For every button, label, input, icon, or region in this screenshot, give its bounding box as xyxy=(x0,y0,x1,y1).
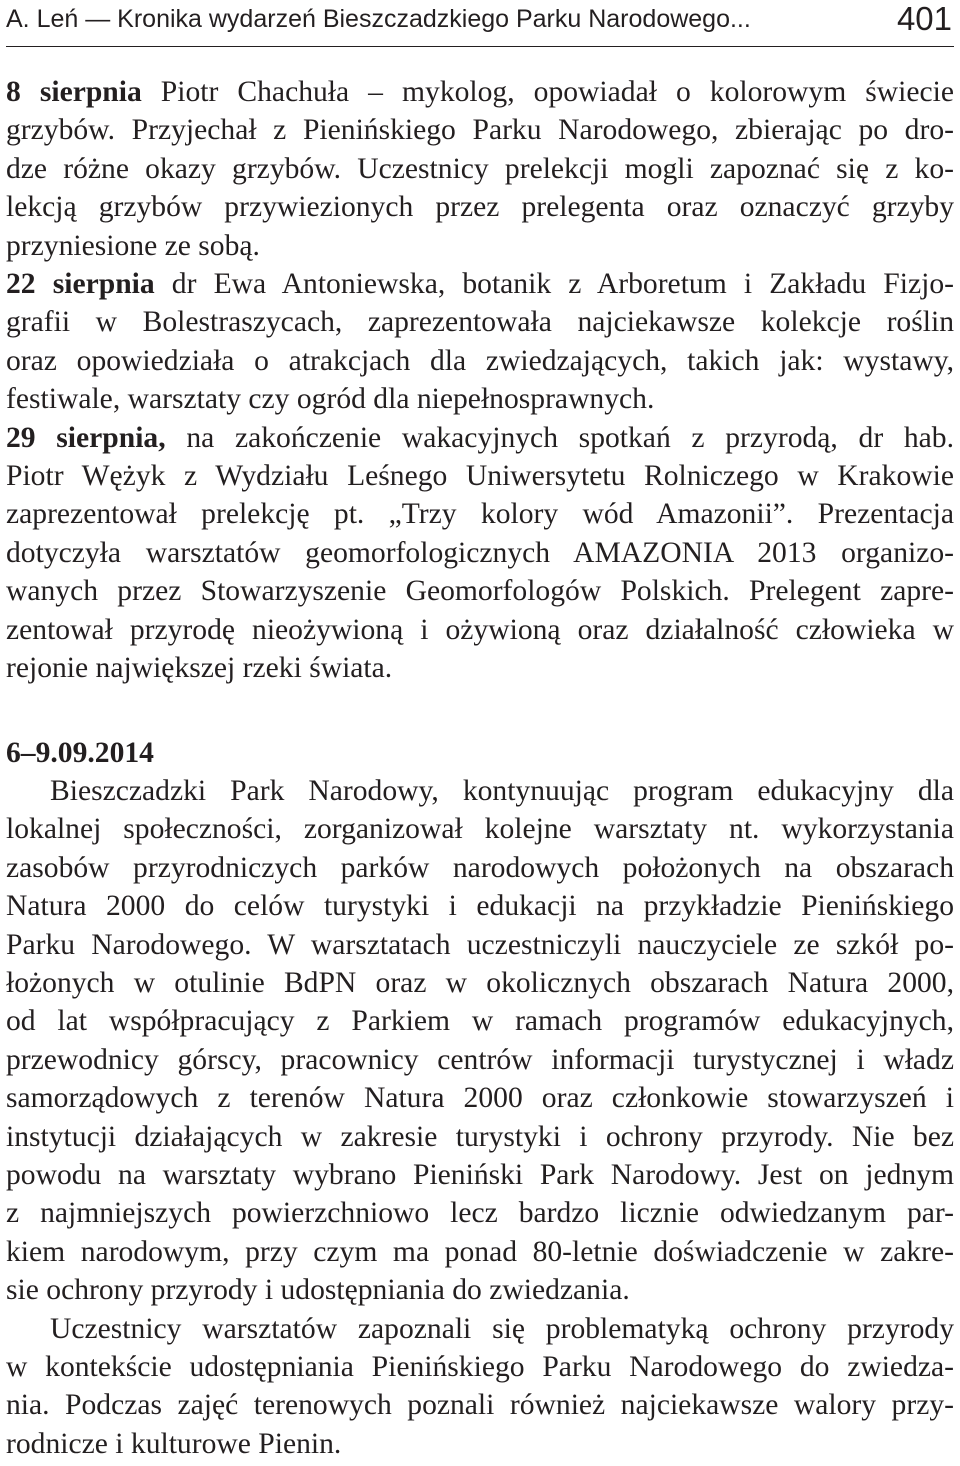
text-line: od lat współpracujący z Parkiem w ramach programów edukacyjnych, xyxy=(6,1005,954,1038)
text-line: Parku Narodowego. W warsztatach uczestniczyli nauczyciele ze szkół po- xyxy=(6,928,954,961)
entry-date: 22 sierpnia xyxy=(6,268,155,301)
text-line: przyniesione ze sobą. xyxy=(6,229,260,262)
text-line: dze różne okazy grzybów. Uczestnicy prelekcji mogli zapoznać się z ko- xyxy=(6,152,954,185)
text-line: przewodnicy górscy, pracownicy centrów informacji turystycznej i władz xyxy=(6,1043,954,1076)
text-line: nia. Podczas zajęć terenowych poznali również najciekawsze walory przy- xyxy=(6,1389,954,1422)
page-number: 401 xyxy=(896,0,952,37)
text-line: 22 sierpnia dr Ewa Antoniewska, botanik z Arboretum i Zakładu Fizjo- xyxy=(6,268,954,301)
running-header xyxy=(6,0,954,47)
section-date-heading xyxy=(6,734,954,772)
entry-date: 8 sierpnia xyxy=(6,76,142,108)
text-line: instytucji działających w zakresie turystyki i ochrony przyrody. Nie bez xyxy=(6,1120,954,1153)
text-line: samorządowych z terenów Natura 2000 oraz członkowie stowarzyszeń i xyxy=(6,1082,954,1115)
running-head-title: A. Leń — Kronika wydarzeń Bieszczadzkiego Parku Narodowego... xyxy=(6,5,751,33)
entry-date: 6–9.09.2014 xyxy=(6,736,154,769)
text-line: łożonych w otulinie BdPN oraz w okolicznych obszarach Natura 2000, xyxy=(6,966,954,999)
text-line: lokalnej społeczności, zorganizował kolejne warsztaty nt. wykorzystania xyxy=(6,813,954,846)
text-line: grafii w Bolestraszycach, zaprezentowała najciekawsze kolekcje roślin xyxy=(6,306,954,339)
text-line: powodu na warsztaty wybrano Pieniński Park Narodowy. Jest on jednym xyxy=(6,1158,954,1191)
text-line: rejonie największej rzeki świata. xyxy=(6,652,393,685)
text-line: rodnicze i kulturowe Pienin. xyxy=(6,1427,342,1460)
entry-date: 29 sierpnia, xyxy=(6,421,166,454)
text-line: lekcją grzybów przywiezionych przez prelegenta oraz oznaczyć grzyby xyxy=(6,191,954,224)
text-line: dotyczyła warsztatów geomorfologicznych AMAZONIA 2013 organizo- xyxy=(6,536,954,569)
text-line: z najmniejszych powierzchniowo lecz bardzo licznie odwiedzanym par- xyxy=(6,1197,954,1230)
text-line: Natura 2000 do celów turystyki i edukacji na przykładzie Pienińskiego xyxy=(6,890,954,923)
text-line: grzybów. Przyjechał z Pienińskiego Parku Narodowego, zbierając po dro- xyxy=(6,114,954,147)
text-line: 8 sierpnia Piotr Chachuła – mykolog, opowiadał o kolorowym świecie xyxy=(6,76,955,108)
text-line: zaprezentował prelekcję pt. „Trzy kolory wód Amazonii”. Prezentacja xyxy=(6,498,954,531)
text-line: 29 sierpnia, na zakończenie wakacyjnych spotkań z przyrodą, dr hab. xyxy=(6,421,954,454)
article-body xyxy=(6,73,954,1463)
text-line: w kontekście udostępniania Pienińskiego Parku Narodowego do zwiedza- xyxy=(6,1351,954,1383)
text-line: zentował przyrodę nieożywioną i ożywioną oraz działalność człowieka w xyxy=(6,613,954,646)
text-line: festiwale, warsztaty czy ogród dla niepełnosprawnych. xyxy=(6,383,655,416)
text-line: oraz opowiedziała o atrakcjach dla zwiedzających, takich jak: wystawy, xyxy=(6,344,954,377)
text-line: wanych przez Stowarzyszenie Geomorfologów Polskich. Prelegent zapre- xyxy=(6,575,954,608)
section-gap xyxy=(6,688,954,734)
text-line: zasobów przyrodniczych parków narodowych położonych na obszarach xyxy=(6,851,954,884)
text-line: Uczestnicy warsztatów zapoznali się problematyką ochrony przyrody xyxy=(50,1312,954,1345)
text-line: Piotr Wężyk z Wydziału Leśnego Uniwersytetu Rolniczego w Krakowie xyxy=(6,460,954,493)
text-line: kiem narodowym, przy czym ma ponad 80-letnie doświadczenie w zakre- xyxy=(6,1235,954,1268)
text-line: Bieszczadzki Park Narodowy, kontynuując program edukacyjny dla xyxy=(50,774,954,807)
text-line: sie ochrony przyrody i udostępniania do zwiedzania. xyxy=(6,1274,630,1307)
